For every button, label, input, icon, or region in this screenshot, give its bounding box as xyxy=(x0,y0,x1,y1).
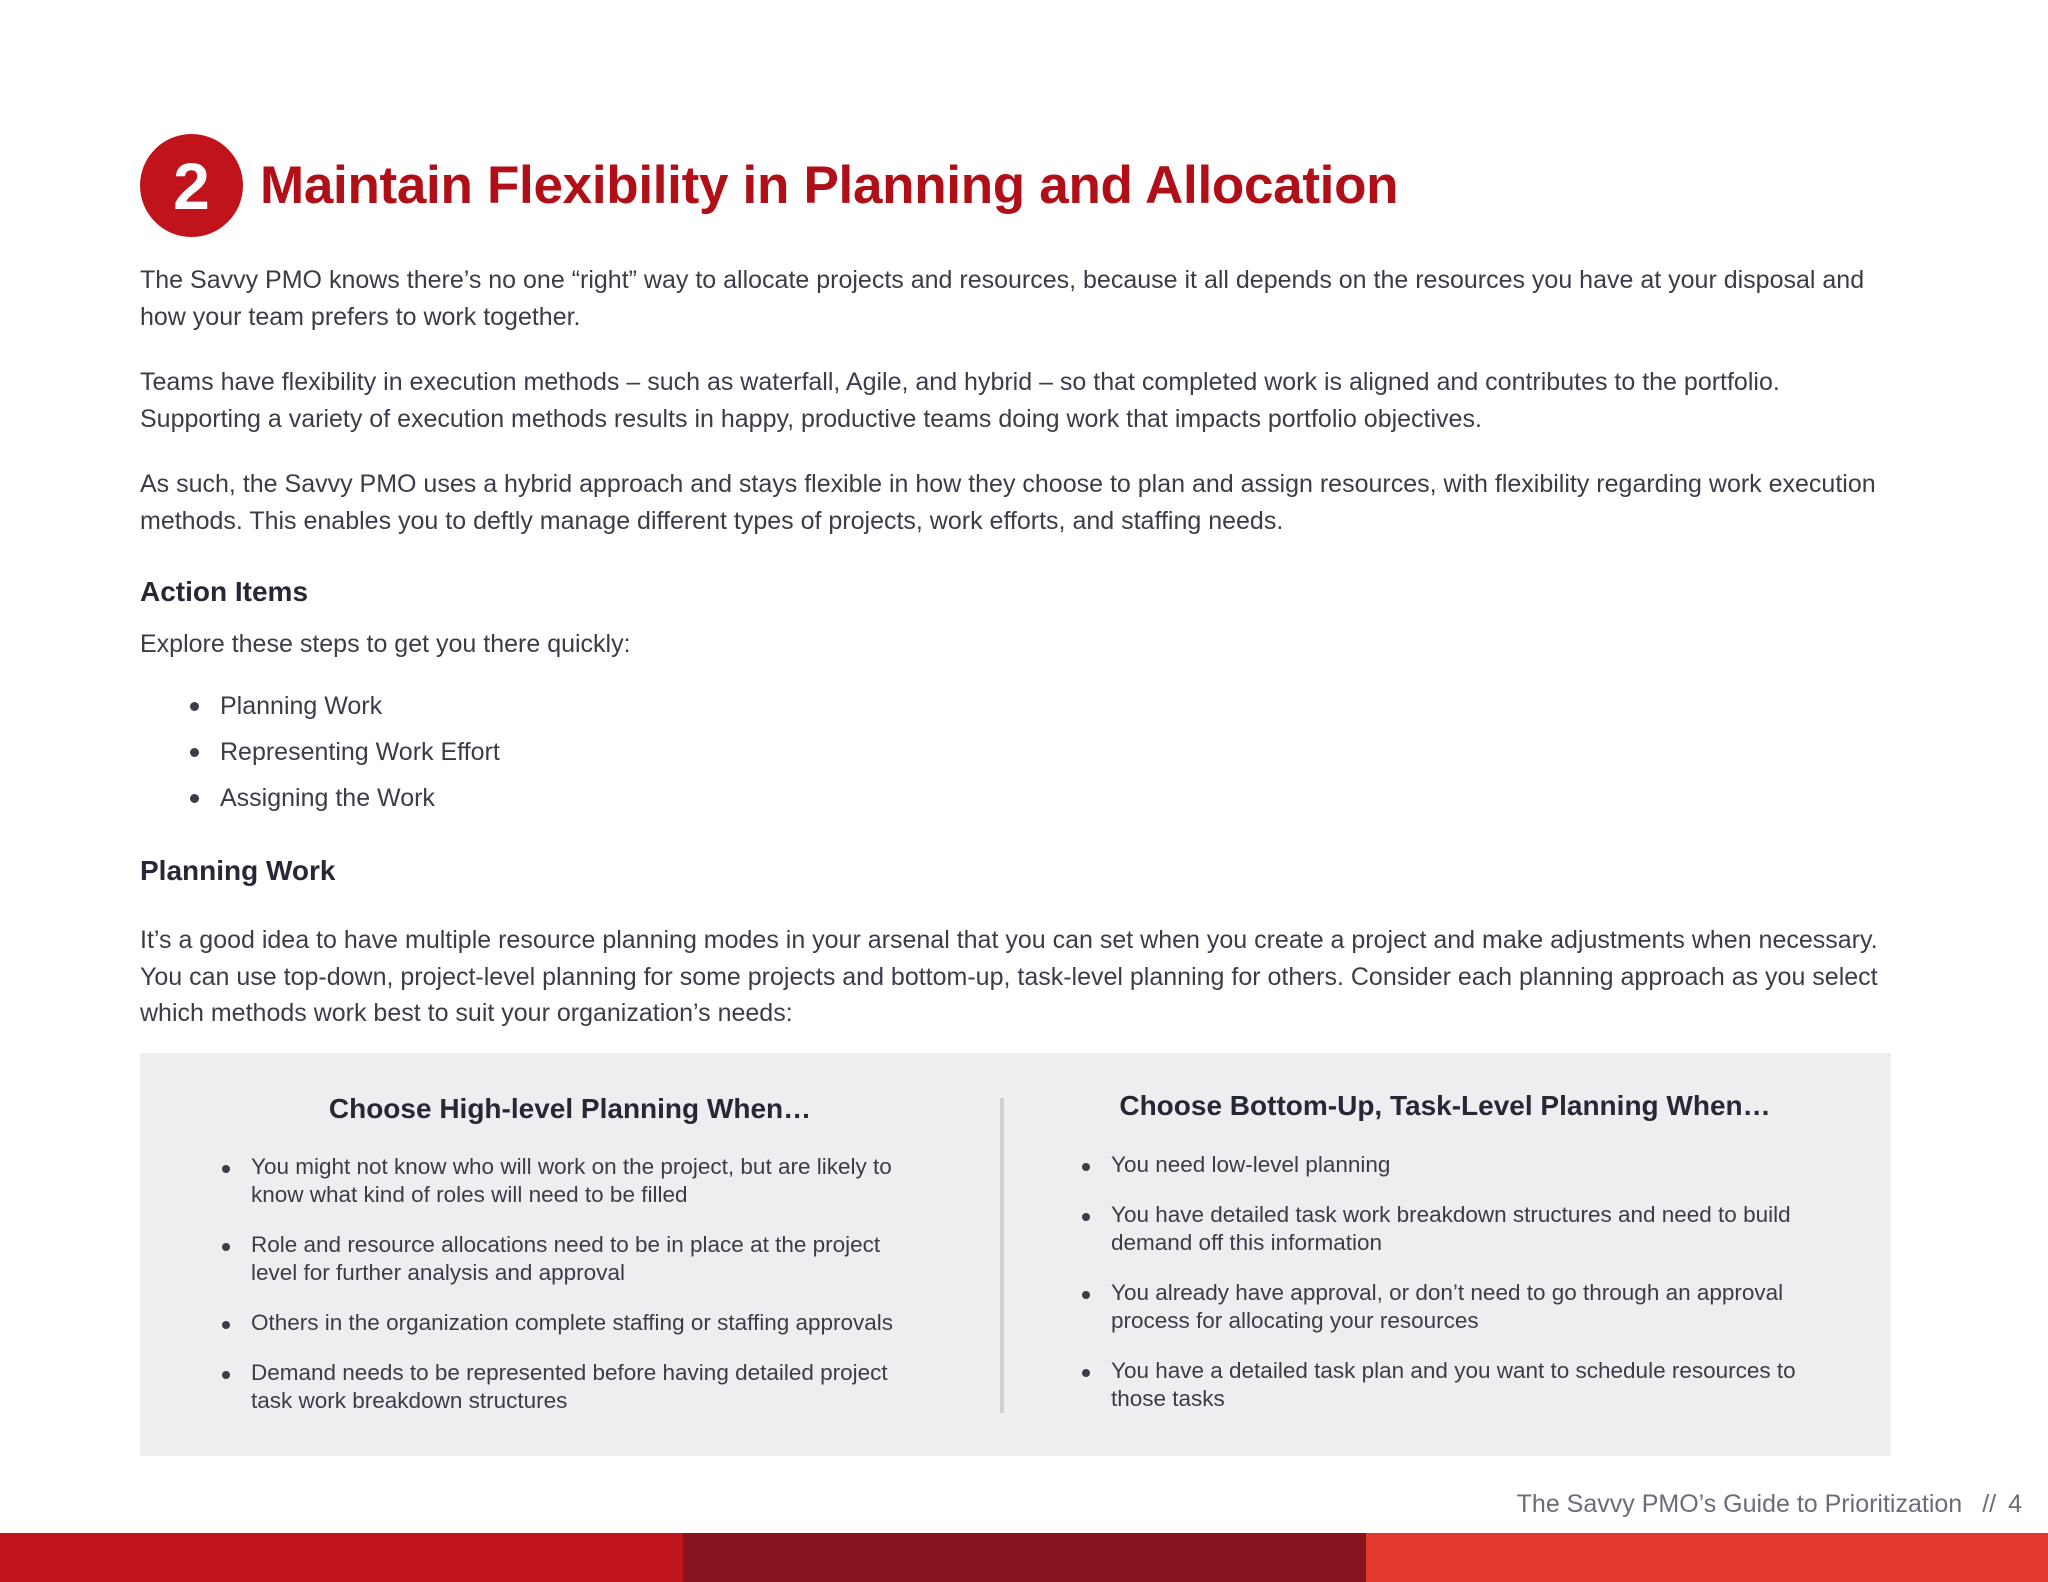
action-items-heading: Action Items xyxy=(140,576,309,607)
footer-bar-segment-bright-red xyxy=(1366,1533,2048,1582)
task-level-planning-list xyxy=(1080,1151,1800,1435)
bullet-icon xyxy=(1082,1291,1090,1299)
list-item xyxy=(140,734,500,780)
bullet-icon xyxy=(222,1321,230,1329)
task-level-planning-title: Choose Bottom-Up, Task-Level Planning When… xyxy=(1119,1090,1771,1121)
footer-bar-segment-dark-red xyxy=(683,1533,1366,1582)
intro-paragraph-1: The Savvy PMO knows there’s no one “right” way to allocate projects and resources, because it all depends on the resources you have at your disposal and how your team prefers to work together. xyxy=(140,266,1865,331)
section-number-badge: 2 xyxy=(140,134,243,237)
list-item-label: Representing Work Effort xyxy=(220,738,500,766)
section-title: Maintain Flexibility in Planning and Allocation xyxy=(260,156,1399,215)
bullet-icon xyxy=(222,1243,230,1251)
list-item xyxy=(1080,1201,1800,1257)
bullet-icon xyxy=(1082,1213,1090,1221)
footer-bar-segment-red xyxy=(0,1533,683,1582)
list-item-label: You have a detailed task plan and you want to schedule resources to those tasks xyxy=(1111,1358,1796,1411)
footer-separator: // xyxy=(1982,1490,1997,1518)
list-item-label: Role and resource allocations need to be in place at the project level for further analysis and approval xyxy=(251,1232,881,1285)
footer-guide-title: The Savvy PMO’s Guide to Prioritization xyxy=(1516,1490,1963,1518)
planning-work-paragraph: It’s a good idea to have multiple resource planning modes in your arsenal that you can set when you create a project and make adjustments when necessary. You can use top-down, project-level planning for some projects and bottom-up, task-level planning for others. Consider each planning approach as you select which methods work best to suit your organization’s needs: xyxy=(140,926,1878,1027)
intro-paragraph-3: As such, the Savvy PMO uses a hybrid approach and stays flexible in how they choose to plan and assign resources, with flexibility regarding work execution methods. This enables you to deftly manage different types of projects, work efforts, and staffing needs. xyxy=(140,470,1876,535)
high-level-planning-title: Choose High-level Planning When… xyxy=(328,1093,812,1124)
list-item-label: You need low-level planning xyxy=(1111,1152,1391,1177)
list-item xyxy=(220,1231,900,1287)
list-item-label: You might not know who will work on the project, but are likely to know what kind of roles will need to be filled xyxy=(251,1154,892,1207)
list-item xyxy=(1080,1279,1800,1335)
bullet-icon xyxy=(1082,1369,1090,1377)
list-item-label: You have detailed task work breakdown structures and need to build demand off this information xyxy=(1111,1202,1791,1255)
list-item xyxy=(220,1153,900,1209)
action-items-intro: Explore these steps to get you there quickly: xyxy=(140,630,631,658)
list-item xyxy=(1080,1151,1800,1179)
bullet-icon xyxy=(222,1371,230,1379)
list-item-label: Assigning the Work xyxy=(220,784,435,812)
intro-paragraph-2: Teams have flexibility in execution methods – such as waterfall, Agile, and hybrid – so that completed work is aligned and contributes to the portfolio. Supporting a variety of execution methods results in happy, productive teams doing work that impacts portfolio objectives. xyxy=(140,368,1780,433)
bullet-icon xyxy=(222,1165,230,1173)
list-item xyxy=(220,1309,900,1337)
bullet-icon xyxy=(1082,1163,1090,1171)
action-items-list xyxy=(140,688,500,826)
list-item-label: You already have approval, or don’t need to go through an approval process for allocating your resources xyxy=(1111,1280,1784,1333)
list-item-label: Others in the organization complete staffing or staffing approvals xyxy=(251,1310,894,1335)
list-item-label: Planning Work xyxy=(220,692,383,720)
column-divider xyxy=(1000,1098,1004,1413)
high-level-planning-list xyxy=(220,1153,900,1437)
bullet-icon xyxy=(190,748,199,757)
page-footer xyxy=(1517,1490,2022,1519)
comparison-panel xyxy=(140,1053,1891,1456)
list-item xyxy=(1080,1357,1800,1413)
planning-work-heading: Planning Work xyxy=(140,855,336,886)
bullet-icon xyxy=(190,702,199,711)
list-item xyxy=(140,688,500,734)
list-item-label: Demand needs to be represented before having detailed project task work breakdown structures xyxy=(251,1360,888,1413)
bullet-icon xyxy=(190,794,199,803)
page-number: 4 xyxy=(2008,1490,2022,1518)
section-heading xyxy=(140,134,1398,237)
list-item xyxy=(140,780,500,826)
list-item xyxy=(220,1359,900,1415)
